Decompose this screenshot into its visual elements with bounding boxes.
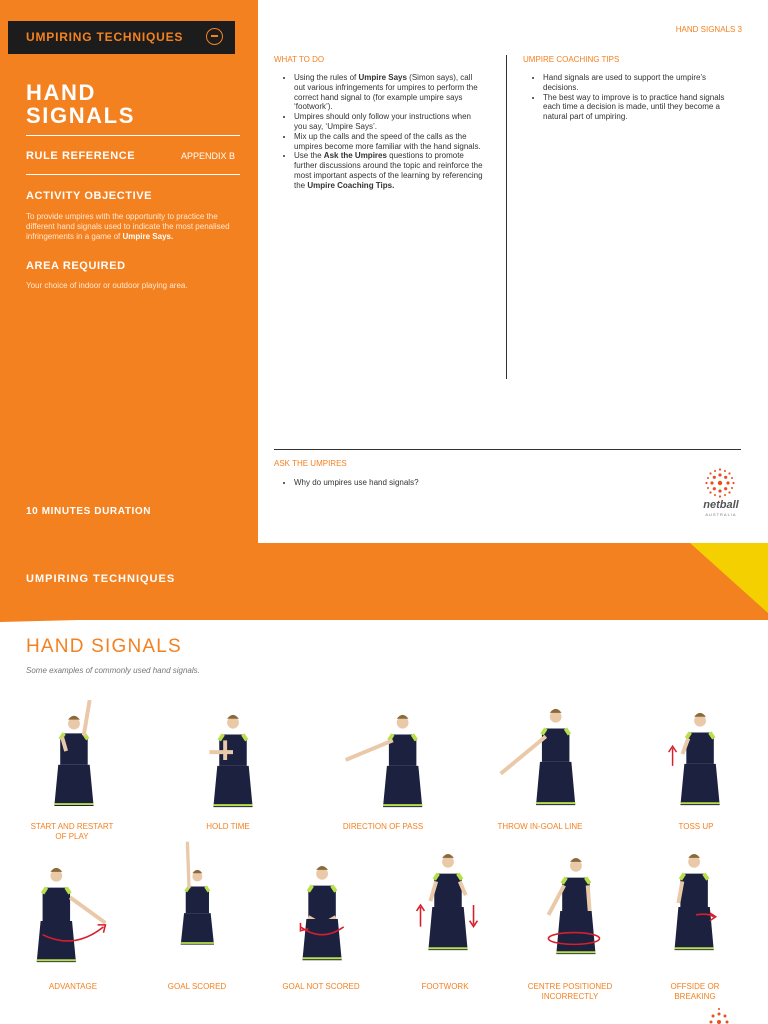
caption-line: OFFSIDE OR <box>670 982 720 991</box>
figure-centre-positioned <box>532 856 612 964</box>
figure-direction-of-pass <box>343 705 423 813</box>
list-item: • Hand signals are used to support the umpire’s decisions. <box>543 73 738 93</box>
list-item <box>294 73 484 112</box>
list-item-text: questions to promote further discussions around the topic and reinforce the most important aspects of the learning by referencing the <box>294 151 483 190</box>
divider <box>26 135 240 136</box>
title-line-2: SIGNALS <box>26 103 135 128</box>
area-required-text: Your choice of indoor or outdoor playing area. <box>26 281 188 290</box>
what-to-do-list <box>274 73 484 191</box>
activity-objective-bold: Umpire Says. <box>122 232 174 241</box>
list-item: • Why do umpires use hand signals? <box>294 478 574 488</box>
caption-goal-scored: GOAL SCORED <box>167 982 227 991</box>
list-item-text: Using the rules of <box>294 73 359 82</box>
caption-line: OF PLAY <box>55 832 89 841</box>
netball-logo <box>697 468 745 518</box>
ask-umpires-list <box>274 478 574 488</box>
section-badge-label: UMPIRING TECHNIQUES <box>26 30 184 44</box>
list-item: • Umpires should only follow your instructions when you say, ‘Umpire Says’. <box>294 112 484 132</box>
sunburst-icon <box>704 1008 734 1024</box>
ask-umpires-heading: ASK THE UMPIRES <box>274 459 347 468</box>
caption-offside-breaking <box>640 982 750 1002</box>
column-divider <box>506 55 507 379</box>
activity-objective-body: To provide umpires with the opportunity to practice the different hand signals used to indicate the most penalised infringements in a game of <box>26 212 230 241</box>
sunburst-icon <box>705 468 735 498</box>
logo-brand: netball <box>703 499 739 511</box>
caption-goal-not-scored: GOAL NOT SCORED <box>282 982 360 991</box>
divider <box>274 449 741 450</box>
caption-line: INCORRECTLY <box>541 992 599 1001</box>
list-item: • Mix up the calls and the speed of the calls as the umpires become more familiar with the hand signals. <box>294 132 484 152</box>
title-line-1: HAND <box>26 80 96 105</box>
figure-goal-scored <box>164 840 244 948</box>
caption-direction-of-pass: DIRECTION OF PASS <box>342 822 424 831</box>
figure-offside-breaking <box>660 852 740 960</box>
figure-goal-not-scored <box>286 864 366 972</box>
coaching-tips-list <box>523 73 738 122</box>
page-number: HAND SIGNALS 3 <box>675 25 742 34</box>
list-item: • The best way to improve is to practice hand signals each time a decision is made, until they become a natural part of umpiring. <box>543 93 738 122</box>
yellow-corner <box>690 543 768 613</box>
caption-footwork: FOOTWORK <box>421 982 469 991</box>
hand-signals-title: HAND SIGNALS <box>26 636 182 657</box>
page-title <box>26 81 226 127</box>
caption-line: START AND RESTART <box>30 822 114 831</box>
rule-reference-value: APPENDIX B <box>181 151 236 161</box>
band-curve <box>0 600 768 625</box>
caption-start-restart <box>17 822 127 842</box>
caption-throw-in-goal-line: THROW IN-GOAL LINE <box>497 822 583 831</box>
divider <box>26 174 240 175</box>
caption-line: BREAKING <box>674 992 716 1001</box>
list-item-text: Use the <box>294 151 324 161</box>
list-item-bold: Umpire Coaching Tips. <box>307 180 395 190</box>
caption-hold-time: HOLD TIME <box>206 822 250 831</box>
logo-sub: AUSTRALIA <box>705 512 737 517</box>
caption-advantage: ADVANTAGE <box>48 982 98 991</box>
coaching-tips-heading: UMPIRE COACHING TIPS <box>523 55 620 64</box>
activity-objective-text <box>26 212 238 242</box>
list-item-bold: Ask the Umpires <box>323 151 387 161</box>
what-to-do-heading: WHAT TO DO <box>274 55 325 64</box>
area-required-label: AREA REQUIRED <box>26 260 126 272</box>
figure-start-restart <box>32 700 112 808</box>
caption-centre-positioned <box>515 982 625 1002</box>
rule-reference-label: RULE REFERENCE <box>26 150 136 162</box>
list-item <box>294 151 484 190</box>
section-badge <box>8 21 235 54</box>
caption-line: CENTRE POSITIONED <box>527 982 613 991</box>
figure-footwork <box>408 852 488 960</box>
list-item-text: (Simon says), call out various infringements for umpires to perform the correct hand signal to (for example umpire says ‘footwork’). <box>294 73 478 112</box>
hand-signals-subtitle: Some examples of commonly used hand signals. <box>26 666 200 675</box>
caption-toss-up: TOSS UP <box>678 822 714 831</box>
figure-hold-time <box>193 705 273 813</box>
activity-objective-label: ACTIVITY OBJECTIVE <box>26 190 153 202</box>
list-item-bold: Umpire Says <box>358 73 407 82</box>
figure-advantage <box>34 864 114 972</box>
figure-toss-up <box>664 705 744 813</box>
duration: 10 MINUTES DURATION <box>26 506 152 517</box>
figure-throw-in-goal-line <box>498 703 578 811</box>
whistle-icon <box>206 28 223 45</box>
band-title: UMPIRING TECHNIQUES <box>26 573 176 585</box>
